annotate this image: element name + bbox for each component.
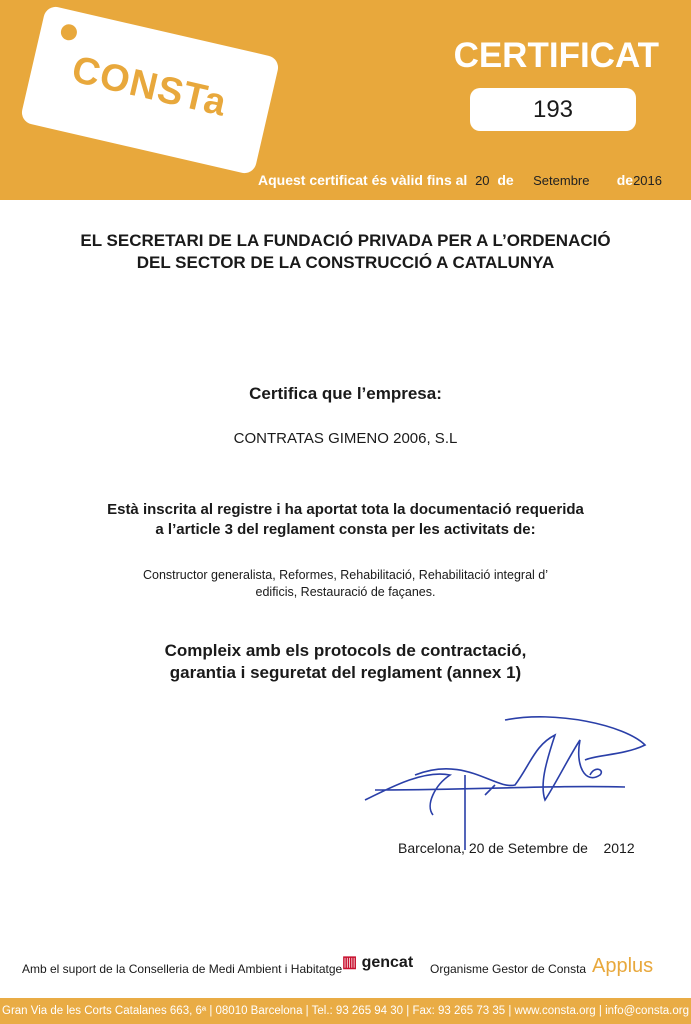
consta-logo: CONSTa <box>68 48 231 125</box>
support-text: Amb el suport de la Conselleria de Medi Ambient i Habitatge <box>22 962 343 976</box>
valid-month: Setembre <box>533 173 590 188</box>
de-label: de <box>616 172 634 188</box>
issuer-line: DEL SECTOR DE LA CONSTRUCCIÓ A CATALUNYA <box>136 253 555 272</box>
place-date-text: Barcelona, 20 de Setembre de <box>398 840 588 856</box>
company-name: CONTRATAS GIMENO 2006, S.L <box>233 430 458 447</box>
issuer-heading <box>0 230 691 274</box>
manager-text: Organisme Gestor de Consta <box>430 962 587 976</box>
compliance-line: garantia i seguretat del reglament (annex 1) <box>169 663 522 682</box>
tag-hole-icon <box>59 23 78 42</box>
compliance-statement <box>0 640 691 684</box>
certificate-number: 193 <box>470 88 636 131</box>
signature <box>355 715 655 855</box>
certificate-header <box>0 0 691 200</box>
validity-line <box>258 172 662 188</box>
valid-day: 20 <box>475 173 490 188</box>
activities-line: Constructor generalista, Reformes, Rehabilitació, Rehabilitació integral d’ <box>142 568 549 582</box>
issuer-line: EL SECRETARI DE LA FUNDACIÓ PRIVADA PER A L’ORDENACIÓ <box>80 231 611 250</box>
statement-line: Està inscrita al registre i ha aportat tota la documentació requerida <box>107 501 584 518</box>
issue-year: 2012 <box>603 840 635 856</box>
statement-line: a l’article 3 del reglament consta per les activitats de: <box>155 521 536 538</box>
place-date <box>398 840 635 856</box>
registration-statement <box>0 500 691 540</box>
certifies-label: Certifica que l’empresa: <box>249 384 442 403</box>
compliance-line: Compleix amb els protocols de contractació, <box>164 641 527 660</box>
gencat-logo: ▥ gencat <box>342 954 414 971</box>
activities <box>0 567 691 601</box>
valid-year: 2016 <box>633 173 662 188</box>
validity-label: Aquest certificat és vàlid fins al <box>258 172 468 188</box>
footer-address: Gran Via de les Corts Catalanes 663, 6ª | 08010 Barcelona | Tel.: 93 265 94 30 | Fax: 93 265 73 35 | www.consta.org | info@consta.org <box>0 998 691 1024</box>
activities-line: edificis, Restauració de façanes. <box>255 585 436 599</box>
certificate-title: CERTIFICAT <box>453 36 659 75</box>
consta-logo-tag <box>20 5 281 176</box>
gencat-logo-text: gencat <box>361 954 414 971</box>
de-label: de <box>497 172 514 188</box>
applus-logo: Applus <box>592 955 654 977</box>
